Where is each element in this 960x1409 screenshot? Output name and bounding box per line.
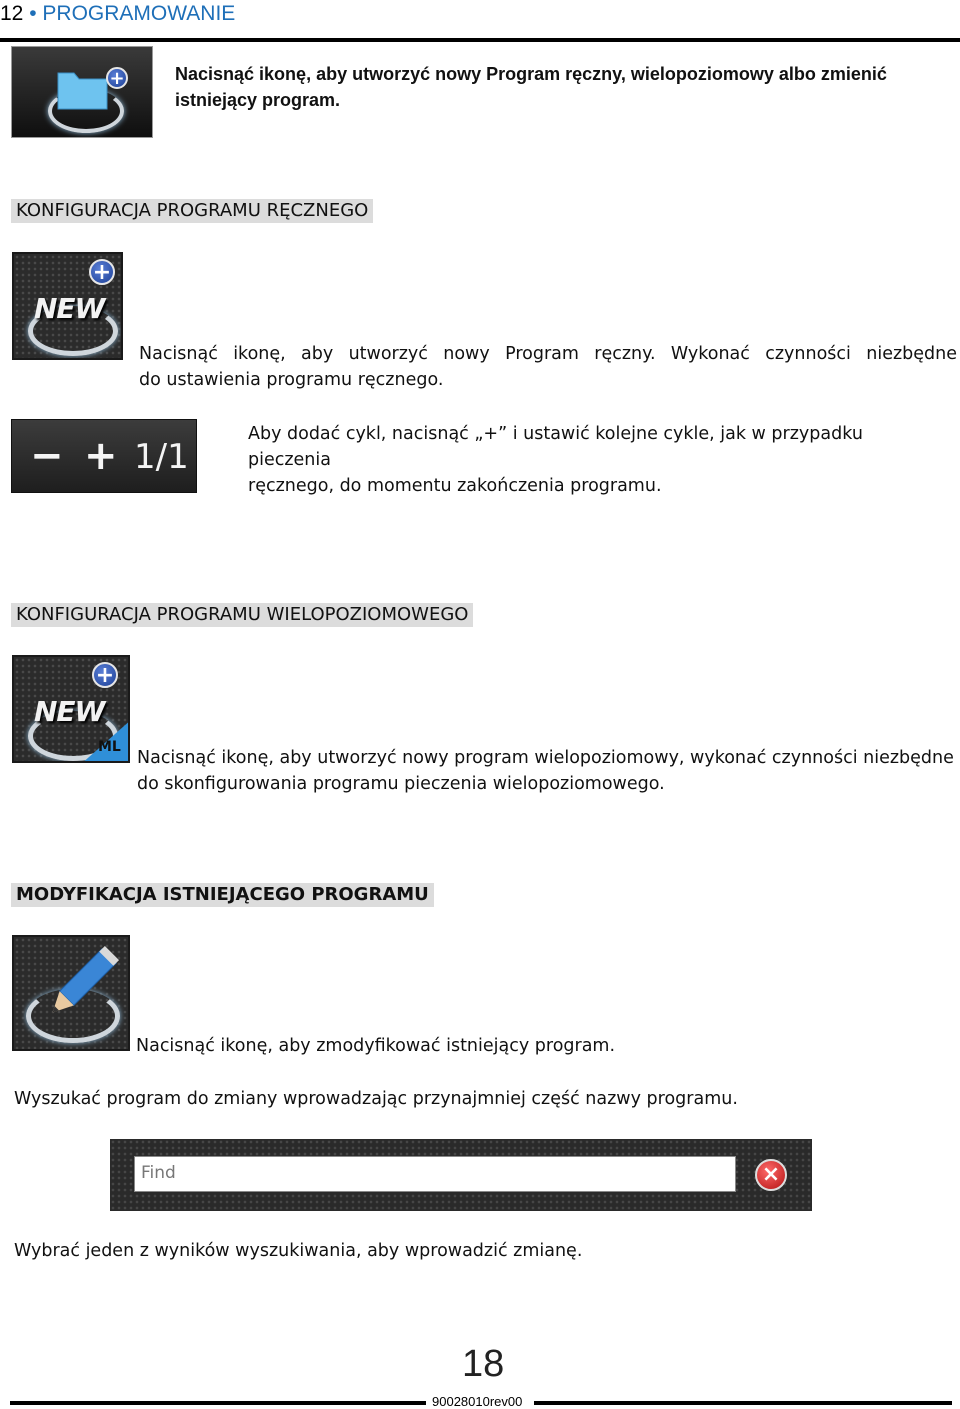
page-header: [0, 2, 235, 26]
manual-line-2: do ustawienia programu ręcznego.: [139, 370, 444, 390]
new-program-icon[interactable]: [12, 252, 123, 360]
multilevel-line-2: do skonfigurowania programu pieczenia wielopoziomowego.: [137, 774, 665, 794]
plus-badge-icon: +: [92, 662, 118, 688]
stepper-plus-button[interactable]: +: [84, 433, 118, 479]
select-instruction: Wybrać jeden z wyników wyszukiwania, aby wprowadzić zmianę.: [14, 1241, 583, 1261]
search-instruction: Wyszukać program do zmiany wprowadzając przynajmniej część nazwy programu.: [14, 1089, 738, 1109]
modify-text: Nacisnąć ikonę, aby zmodyfikować istniejący program.: [136, 1036, 616, 1056]
page-number: 18: [462, 1343, 505, 1385]
ml-badge-label: ML: [98, 739, 121, 755]
multilevel-line-1: Nacisnąć ikonę, aby utworzyć nowy program wielopoziomowy, wykonać czynności niezbędne: [137, 748, 954, 768]
intro-line-2: istniejący program.: [175, 90, 341, 110]
cycle-line-2: ręcznego, do momentu zakończenia programu.: [248, 476, 662, 496]
pencil-shape: [14, 937, 130, 1051]
footer-rule-right: [534, 1401, 952, 1405]
intro-text: [175, 61, 935, 113]
cycle-text: [248, 421, 948, 499]
intro-line-1: Nacisnąć ikonę, aby utworzyć nowy Program ręczny, wielopoziomowy albo zmienić: [175, 64, 887, 84]
stepper-counter: 1/1: [134, 437, 189, 477]
clear-search-icon[interactable]: ×: [755, 1159, 787, 1191]
footer-rule-left: [10, 1401, 426, 1405]
section-heading-modify: MODYFIKACJA ISTNIEJĄCEGO PROGRAMU: [11, 883, 434, 907]
folder-plus-icon[interactable]: [11, 46, 153, 138]
section-heading-manual: KONFIGURACJA PROGRAMU RĘCZNEGO: [11, 199, 373, 223]
find-input[interactable]: Find: [134, 1156, 736, 1192]
cycle-stepper: [11, 419, 197, 493]
header-page-number: 12: [0, 2, 24, 25]
stepper-minus-button[interactable]: −: [30, 433, 64, 479]
plus-badge-icon: +: [89, 259, 115, 285]
manual-line-1: Nacisnąć ikonę, aby utworzyć nowy Program ręczny. Wykonać czynności niezbędne: [139, 344, 957, 364]
section-heading-multilevel: KONFIGURACJA PROGRAMU WIELOPOZIOMOWEGO: [11, 603, 473, 627]
new-label: NEW: [34, 695, 105, 728]
header-title: PROGRAMOWANIE: [42, 2, 236, 25]
manual-text: [139, 341, 957, 393]
new-multilevel-program-icon[interactable]: [12, 655, 130, 763]
multilevel-text: [137, 745, 957, 797]
new-label: NEW: [34, 292, 105, 325]
folder-shape: [12, 47, 153, 138]
header-rule: [0, 38, 960, 42]
search-bar: [110, 1139, 812, 1211]
pencil-edit-icon[interactable]: [12, 935, 130, 1051]
plus-badge-icon: +: [106, 67, 128, 89]
document-code: 90028010rev00: [432, 1394, 523, 1409]
cycle-line-1: Aby dodać cykl, nacisnąć „+” i ustawić kolejne cykle, jak w przypadku pieczenia: [248, 424, 863, 470]
header-bullet: •: [29, 2, 37, 25]
